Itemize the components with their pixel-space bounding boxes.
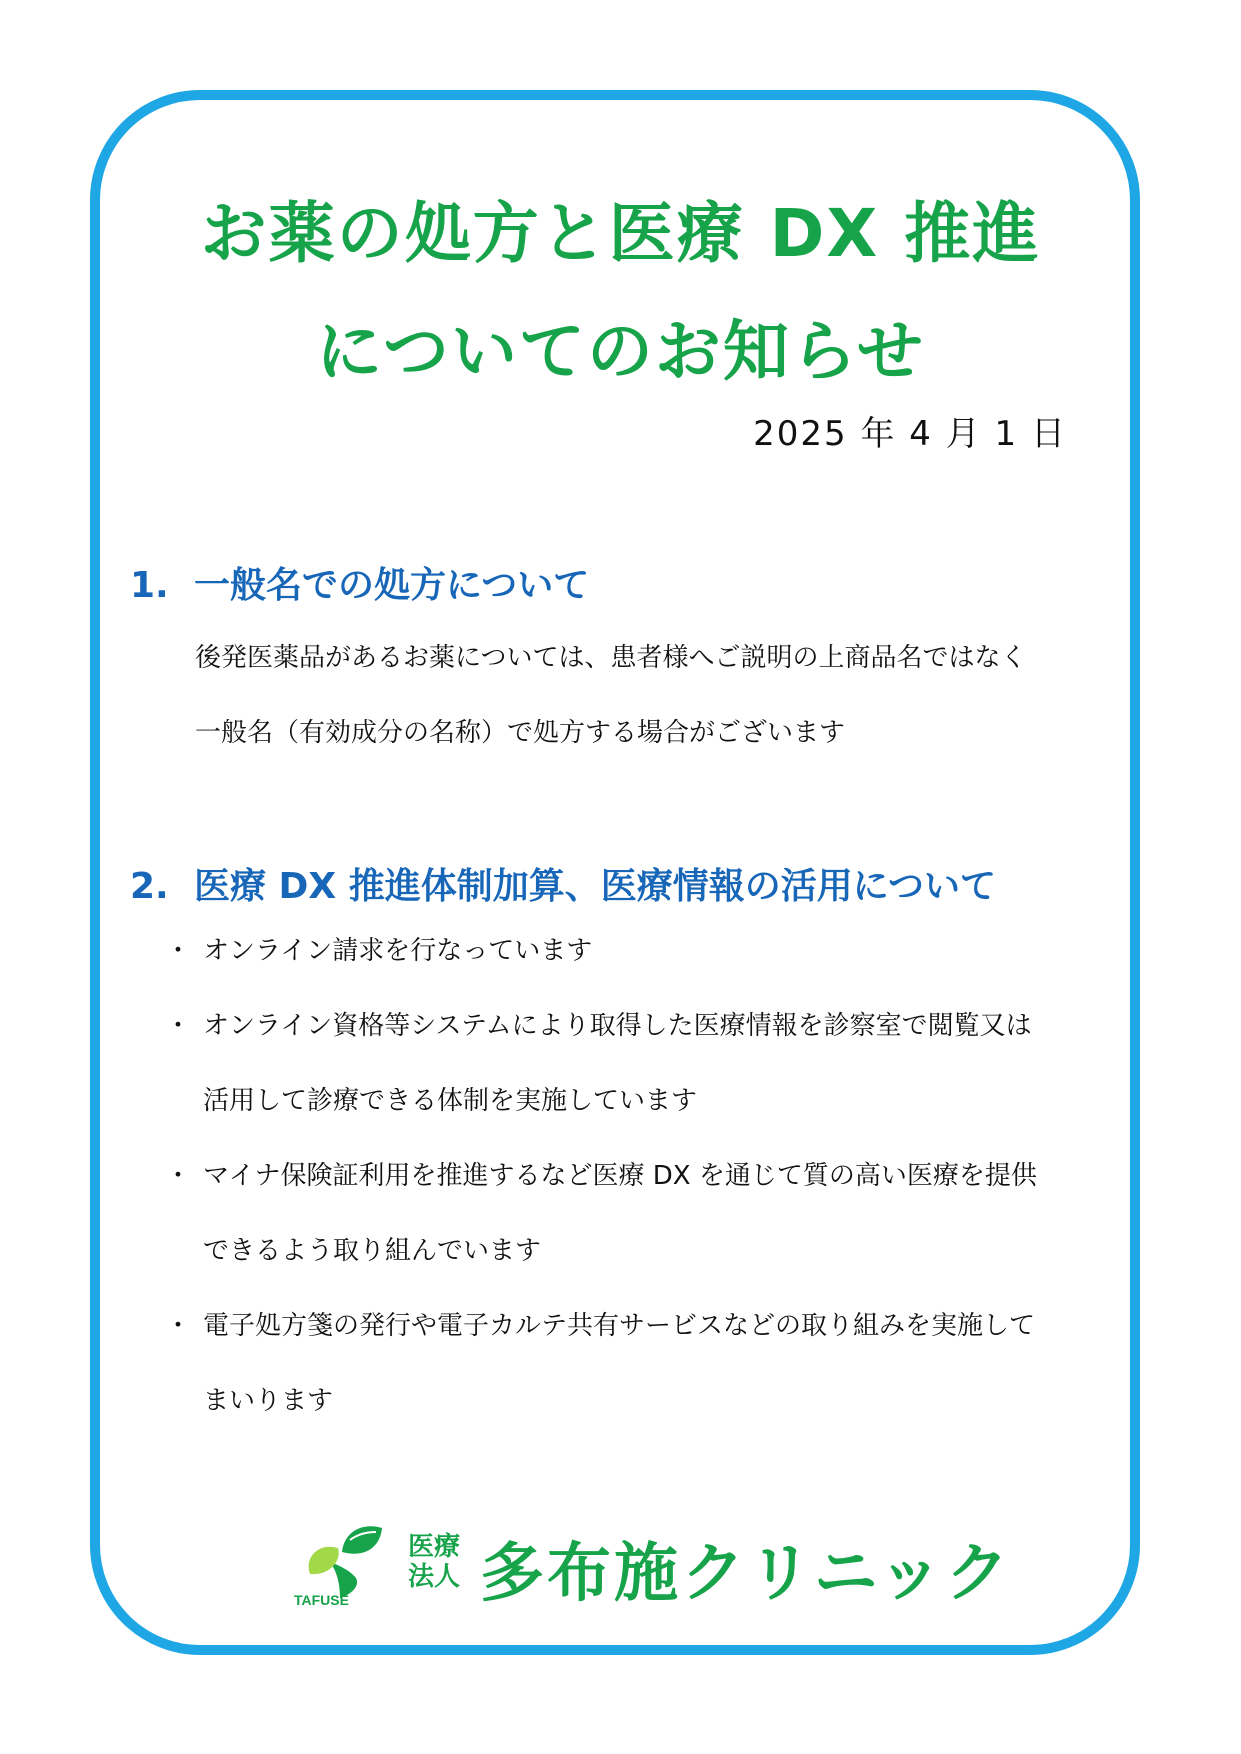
section-1-heading (130, 557, 589, 608)
section-1-text-line-2: 一般名（有効成分の名称）で処方する場合がございます (195, 718, 846, 748)
bullet-2-line-1: オンライン資格等システムにより取得した医療情報を診察室で閲覧又は (203, 1011, 1032, 1041)
logo-corp-line-1: 医療 (408, 1532, 461, 1562)
page-title-line-1: お薬の処方と医療 DX 推進 (200, 195, 1041, 272)
bullet-1-line-1: オンライン請求を行なっています (203, 936, 593, 966)
bullet-3-line-2: できるよう取り組んでいます (203, 1236, 542, 1266)
bullet-4-marker: ・ (165, 1311, 192, 1341)
section-1-number: 1. (130, 565, 169, 606)
bullet-2-line-2: 活用して診療できる体制を実施しています (203, 1086, 698, 1116)
section-2-number: 2. (130, 866, 169, 907)
bullet-3-marker: ・ (165, 1161, 192, 1191)
logo-corp-type (408, 1532, 460, 1592)
page-title-line-2: についてのお知らせ (316, 313, 925, 390)
section-2-heading (130, 858, 996, 909)
bullet-4-line-1: 電子処方箋の発行や電子カルテ共有サービスなどの取り組みを実施して (203, 1311, 1036, 1341)
bullet-4-line-2: まいります (203, 1386, 334, 1416)
section-2-title: 医療 DX 推進体制加算、医療情報の活用について (194, 866, 996, 907)
logo-corp-line-2: 法人 (408, 1562, 461, 1592)
logo-clinic-name: 多布施クリニック (480, 1537, 1013, 1611)
section-1-text-line-1: 後発医薬品があるお薬については、患者様へご説明の上商品名ではなく (195, 643, 1027, 673)
bullet-2-marker: ・ (165, 1011, 192, 1041)
notice-date: 2025 年 4 月 1 日 (753, 414, 1067, 454)
section-1-title: 一般名での処方について (194, 565, 590, 606)
bullet-1-marker: ・ (165, 936, 192, 966)
clinic-logo (290, 1512, 1013, 1612)
logo-brand-text: TAFUSE (294, 1592, 349, 1608)
bullet-3-line-1: マイナ保険証利用を推進するなど医療 DX を通じて質の高い医療を提供 (203, 1161, 1037, 1191)
